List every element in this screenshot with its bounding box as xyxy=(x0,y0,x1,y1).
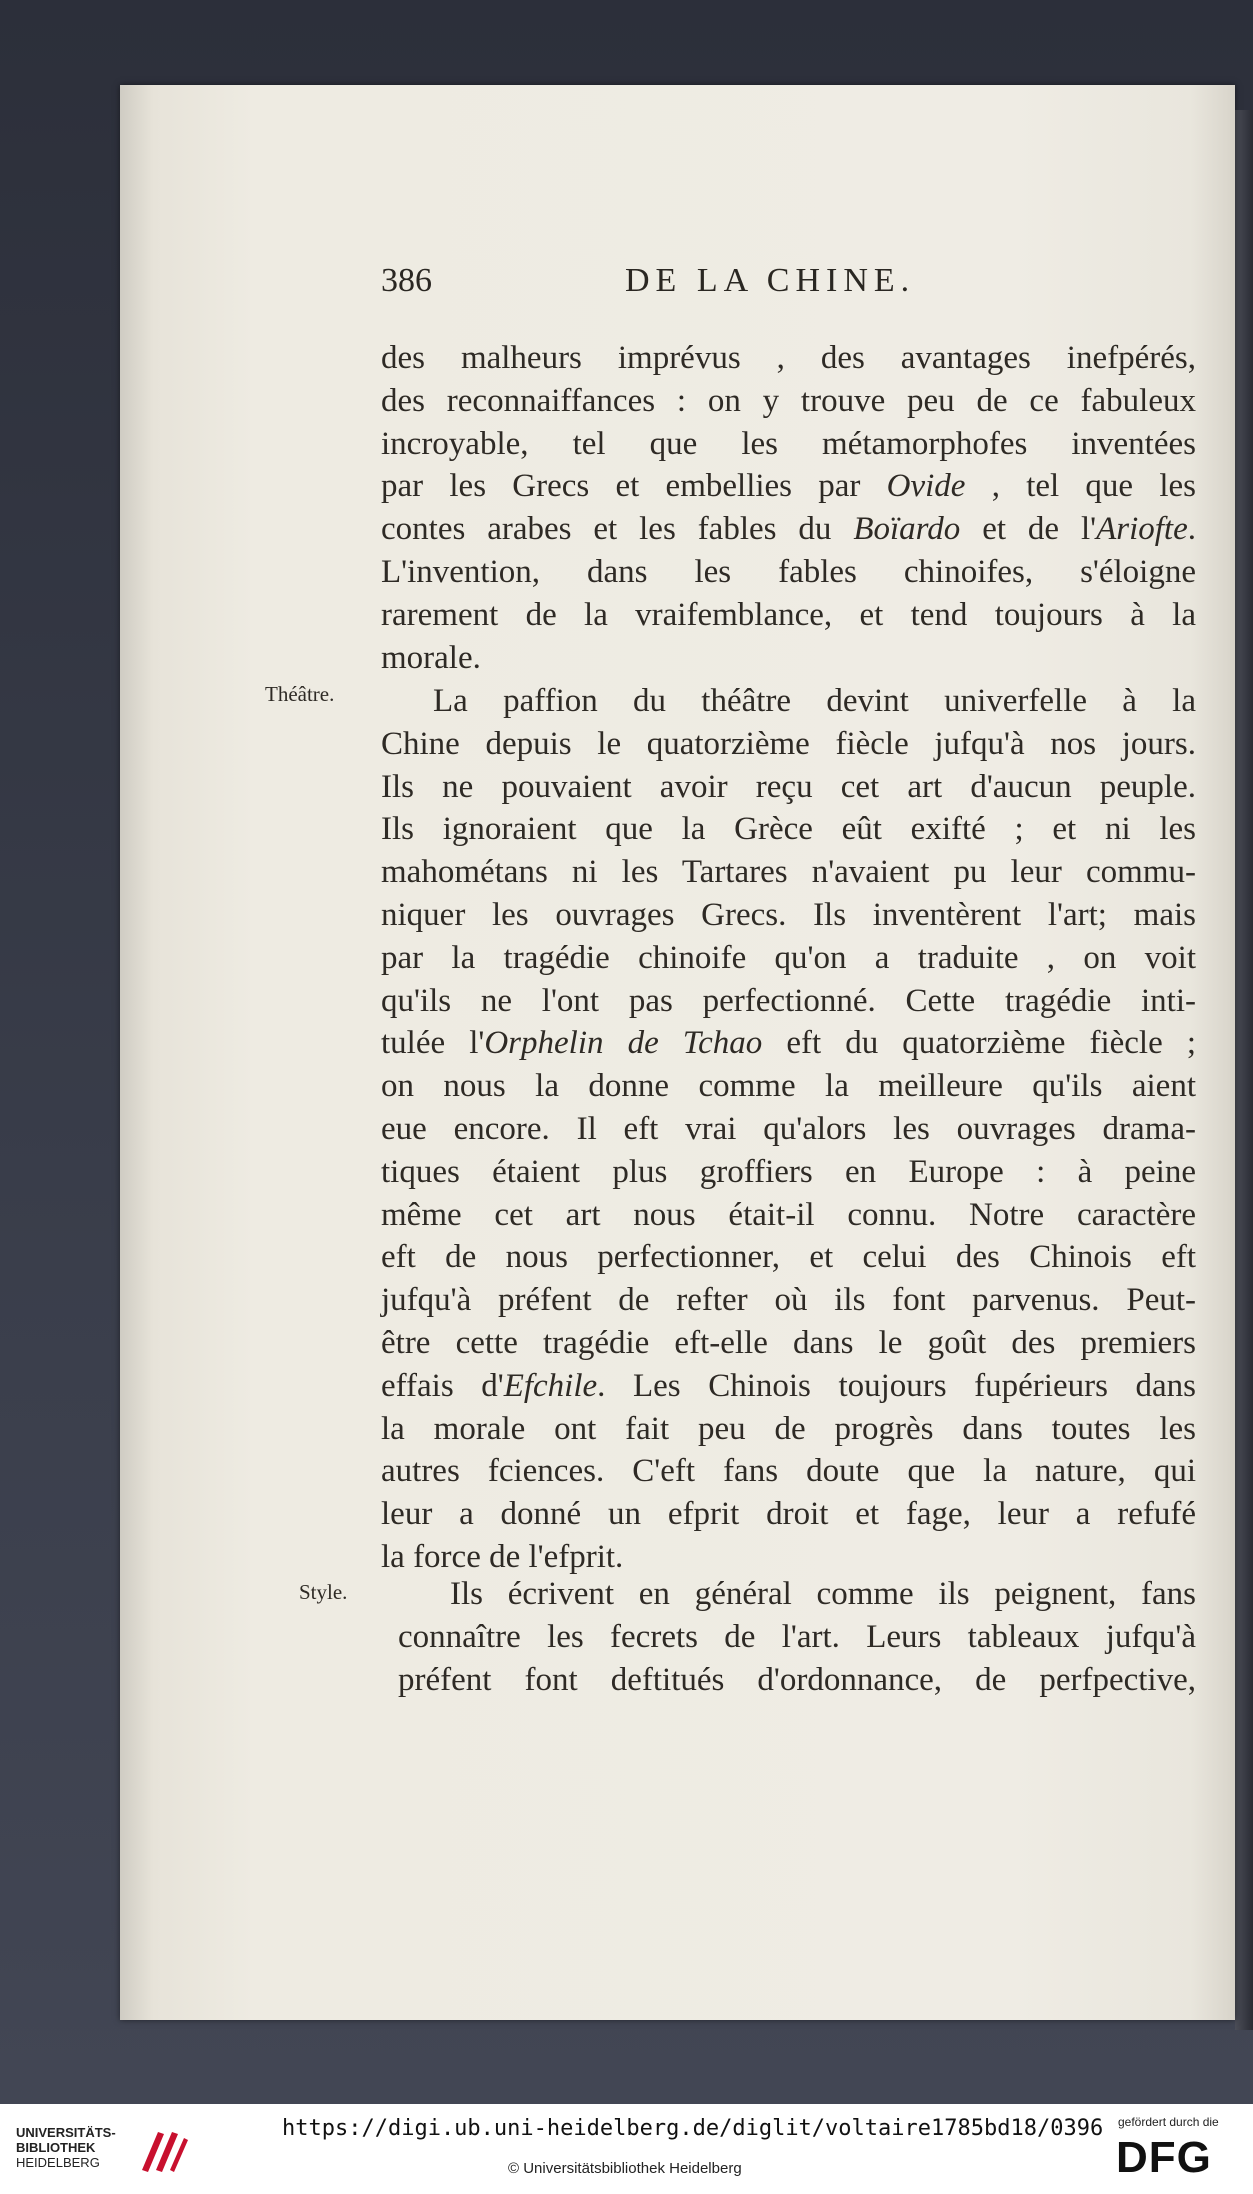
copyright-notice: © Universitätsbibliothek Heidelberg xyxy=(508,2160,742,2177)
text-segment: jufqu'à préfent de refter où ils font parvenus. Peut- xyxy=(381,1282,1196,1319)
text-segment: niquer les ouvrages Grecs. Ils inventèrent l'art; mais xyxy=(381,896,1196,933)
text-segment: . Les Chinois toujours fupérieurs dans xyxy=(597,1367,1196,1404)
text-segment: Ils écrivent en général comme ils peignent, fans xyxy=(450,1576,1196,1612)
text-line xyxy=(381,1493,1196,1536)
margin-note-style: Style. xyxy=(299,1580,348,1604)
permalink-url[interactable]: https://digi.ub.uni-heidelberg.de/diglit/voltaire1785bd18/0396 xyxy=(282,2116,1104,2141)
library-name-line-3: HEIDELBERG xyxy=(16,2155,100,2170)
text-line xyxy=(381,723,1196,766)
viewer-footer xyxy=(0,2104,1253,2194)
text-line xyxy=(381,808,1196,851)
text-segment: par les Grecs et embellies par xyxy=(381,468,887,505)
text-line xyxy=(381,637,1196,680)
text-line xyxy=(381,851,1196,894)
library-name-line-1: UNIVERSITÄTS- xyxy=(16,2125,116,2140)
italic-text: Boïardo xyxy=(853,511,961,548)
dfg-logo[interactable]: DFG xyxy=(1116,2133,1212,2182)
text-line xyxy=(381,680,1196,723)
text-line xyxy=(381,1365,1196,1408)
text-line xyxy=(381,465,1196,508)
text-line xyxy=(381,894,1196,937)
text-segment: eft du quatorzième fiècle ; xyxy=(762,1025,1196,1062)
text-line xyxy=(381,980,1196,1023)
running-title: DE LA CHINE. xyxy=(625,262,916,299)
text-segment: morale. xyxy=(381,639,481,676)
text-segment: même cet art nous était-il connu. Notre caractère xyxy=(381,1196,1196,1233)
text-line xyxy=(381,1450,1196,1493)
text-segment: être cette tragédie eft-elle dans le goût des premiers xyxy=(381,1324,1196,1361)
text-segment: mahométans ni les Tartares n'avaient pu leur commu- xyxy=(381,854,1196,891)
text-segment: la force de l'efprit. xyxy=(381,1538,624,1575)
text-segment: contes arabes et les fables du xyxy=(381,511,854,548)
text-segment: Ils ignoraient que la Grèce eût exifté ; et ni les xyxy=(381,811,1196,848)
text-segment: Ils ne pouvaient avoir reçu cet art d'aucun peuple. xyxy=(381,768,1196,805)
text-segment: incroyable, tel que les métamorphofes inventées xyxy=(381,425,1196,462)
italic-text: Ariofte xyxy=(1096,511,1188,548)
text-segment: on nous la donne comme la meilleure qu'ils aient xyxy=(381,1068,1196,1105)
paragraph-3 xyxy=(398,1573,1196,1701)
paragraph-1 xyxy=(381,337,1196,679)
text-segment: tiques étaient plus groffiers en Europe : à peine xyxy=(381,1153,1196,1190)
text-segment: eft de nous perfectionner, et celui des Chinois eft xyxy=(381,1239,1196,1276)
text-segment: effais d' xyxy=(381,1367,504,1404)
text-line xyxy=(381,1194,1196,1237)
italic-text: Orphelin de Tchao xyxy=(484,1025,763,1062)
text-line xyxy=(381,551,1196,594)
text-segment: des malheurs imprévus , des avantages inefpérés, xyxy=(381,340,1196,376)
page-number: 386 xyxy=(381,262,432,299)
text-line xyxy=(381,423,1196,466)
text-segment: tulée l' xyxy=(381,1025,485,1062)
text-line xyxy=(381,1108,1196,1151)
text-line xyxy=(381,1022,1196,1065)
text-segment: qu'ils ne l'ont pas perfectionné. Cette tragédie inti- xyxy=(381,982,1196,1019)
text-segment: rarement de la vraifemblance, et tend toujours à la xyxy=(381,596,1196,633)
text-segment: connaître les fecrets de l'art. Leurs tableaux jufqu'à xyxy=(398,1618,1196,1655)
text-line xyxy=(398,1616,1196,1659)
text-segment: L'invention, dans les fables chinoifes, s'éloigne xyxy=(381,553,1196,590)
page-edge-shadow xyxy=(1235,110,1253,2030)
text-line xyxy=(381,1408,1196,1451)
library-emblem-icon xyxy=(134,2126,190,2176)
italic-text: Ovide xyxy=(886,468,966,505)
italic-text: Efchile xyxy=(503,1367,598,1404)
text-line xyxy=(381,337,1196,380)
library-logo[interactable] xyxy=(16,2126,196,2178)
text-segment: eue encore. Il eft vrai qu'alors les ouvrages drama- xyxy=(381,1110,1196,1147)
text-segment: préfent font deftitués d'ordonnance, de perfpective, xyxy=(398,1661,1196,1698)
text-segment: autres fciences. C'eft fans doute que la nature, qui xyxy=(381,1453,1196,1490)
text-line xyxy=(381,1065,1196,1108)
text-line xyxy=(381,766,1196,809)
text-segment: par la tragédie chinoife qu'on a traduite , on voit xyxy=(381,939,1196,976)
text-line xyxy=(381,380,1196,423)
text-line xyxy=(381,1279,1196,1322)
text-segment: leur a donné un efprit droit et fage, leur a refufé xyxy=(381,1496,1196,1533)
funding-caption: gefördert durch die xyxy=(1118,2115,1219,2129)
text-segment: la morale ont fait peu de progrès dans toutes les xyxy=(381,1410,1196,1447)
text-segment: , tel que les xyxy=(965,468,1196,505)
text-line xyxy=(398,1573,1196,1616)
paragraph-2 xyxy=(381,680,1196,1579)
text-segment: La paffion du théâtre devint univerfelle à la xyxy=(433,683,1196,719)
text-line xyxy=(381,508,1196,551)
text-line xyxy=(381,1236,1196,1279)
text-segment: . xyxy=(1187,511,1196,548)
text-line xyxy=(381,1322,1196,1365)
text-line xyxy=(381,594,1196,637)
text-line xyxy=(398,1659,1196,1702)
text-line xyxy=(381,1151,1196,1194)
margin-note-theatre: Théâtre. xyxy=(265,682,335,706)
text-segment: des reconnaiffances : on y trouve peu de ce fabuleux xyxy=(381,382,1196,419)
text-line xyxy=(381,937,1196,980)
library-name-line-2: BIBLIOTHEK xyxy=(16,2140,96,2155)
text-segment: et de l' xyxy=(960,511,1097,548)
text-segment: Chine depuis le quatorzième fiècle jufqu'à nos jours. xyxy=(381,725,1196,762)
